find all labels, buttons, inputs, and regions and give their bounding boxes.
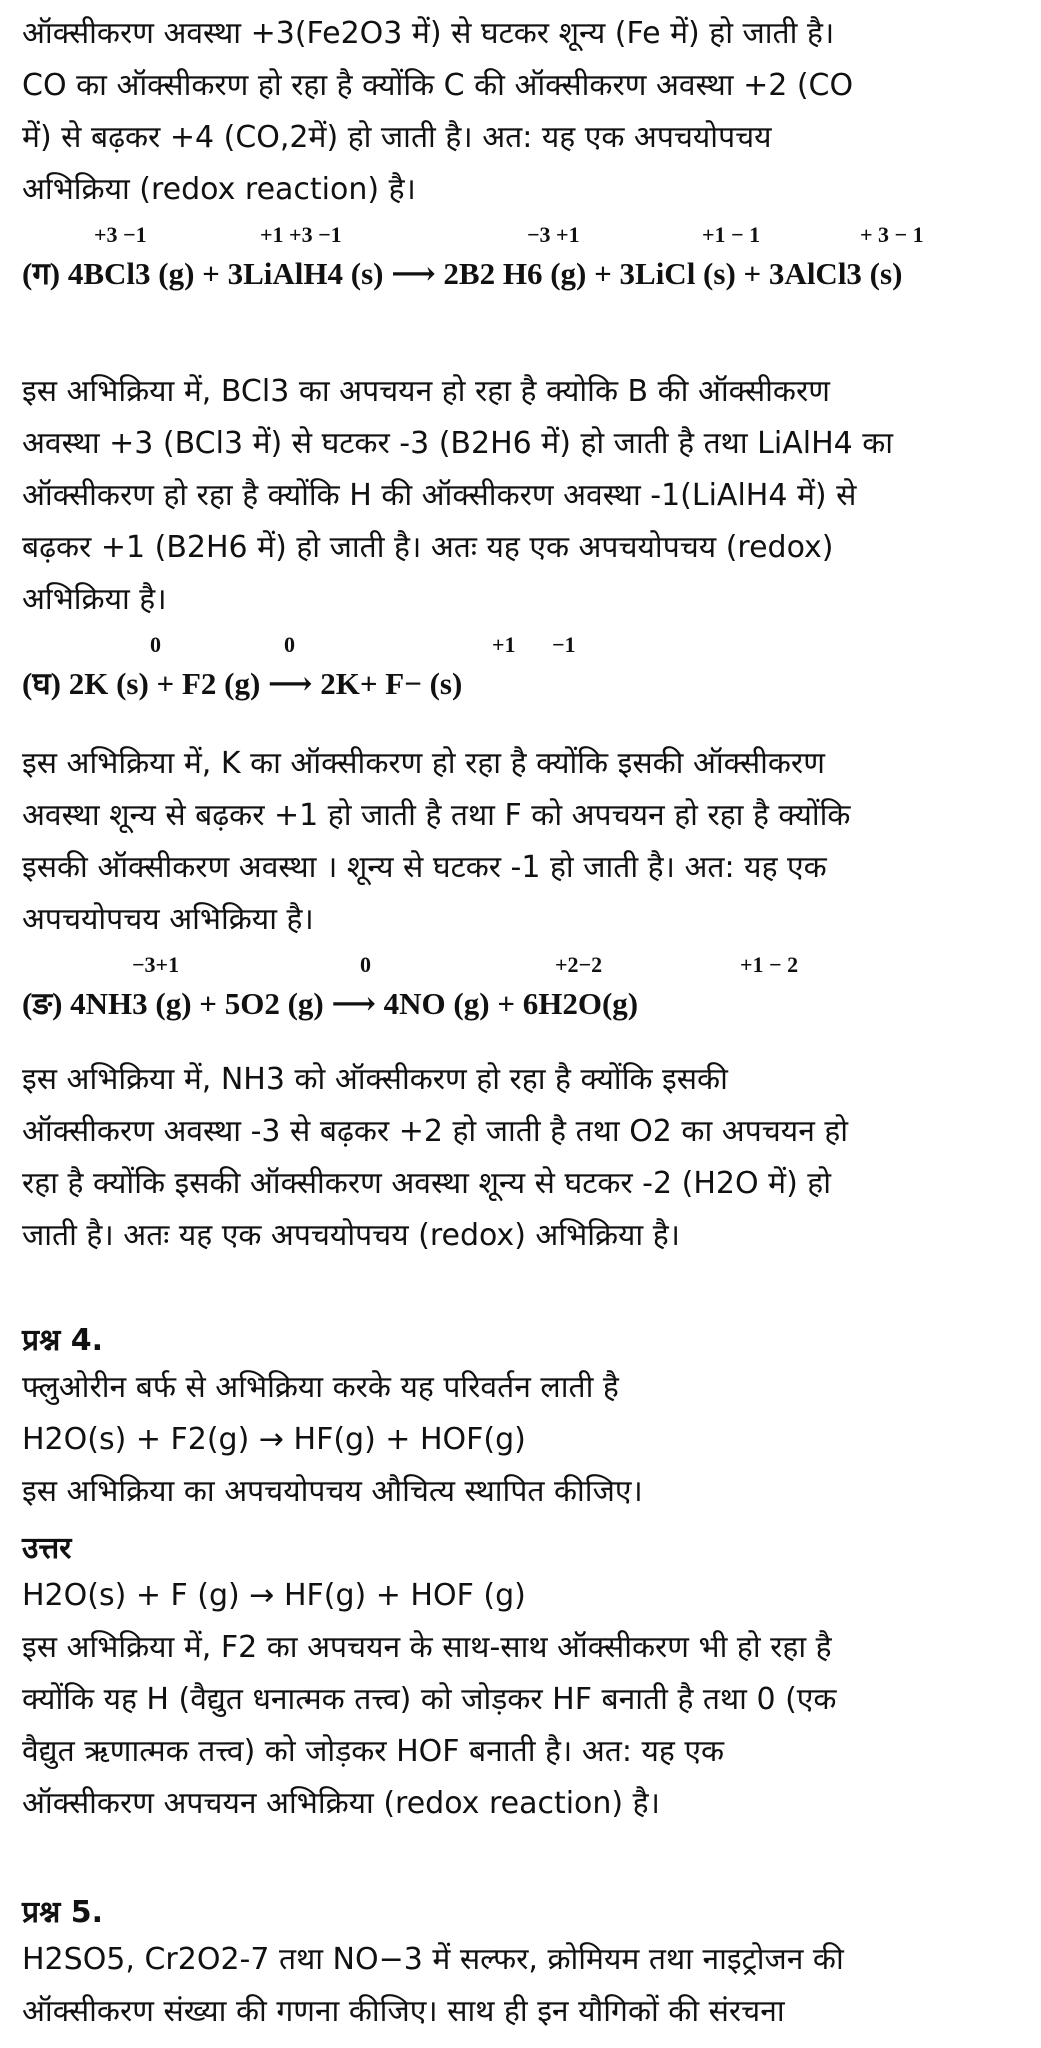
answer-heading: उत्तर — [22, 1531, 72, 1566]
equation-text: 4NH3 (g) + 5O2 (g) ⟶ 4NO (g) + 6H2O(g) — [70, 986, 639, 1021]
text-line: इस अभिक्रिया का अपचयोपचय औचित्य स्थापित कीजिए। — [22, 1474, 643, 1509]
text-line: अवस्था +3 (BCl3 में) से घटकर -3 (B2H6 में) हो जाती है तथा LiAlH4 का — [22, 426, 894, 461]
ox-state: 0 — [360, 952, 371, 977]
equation-ga-body — [22, 252, 1022, 294]
equation-nga — [22, 952, 1022, 1024]
paragraph-4 — [22, 1054, 1022, 1262]
text-line: क्योंकि यह H (वैद्युत धनात्मक तत्त्व) को जोड़कर HF बनाती है तथा 0 (एक — [22, 1682, 837, 1717]
equation-gha — [22, 632, 1022, 704]
reaction-arrow: ⟶ — [391, 256, 436, 291]
ox-state: +3 −1 — [94, 222, 147, 247]
text-line: बढ़कर +1 (B2H6 में) हो जाती है। अतः यह एक अपचयोपचय (redox) — [22, 530, 834, 565]
ox-state: −1 — [552, 632, 576, 657]
ox-state: +1 +3 −1 — [260, 222, 342, 247]
text-line: अपचयोपचय अभिक्रिया है। — [22, 902, 314, 937]
equation-ga — [22, 222, 1022, 294]
ox-state: −3 +1 — [527, 222, 580, 247]
paragraph-2 — [22, 366, 1022, 626]
text-line: इस अभिक्रिया में, K का ऑक्सीकरण हो रहा है क्योंकि इसकी ऑक्सीकरण — [22, 746, 825, 781]
text-line: ऑक्सीकरण संख्या की गणना कीजिए। साथ ही इन यौगिकों की संरचना — [22, 1994, 785, 2029]
ox-state: + 3 − 1 — [860, 222, 924, 247]
equation-gha-body — [22, 662, 1022, 704]
text-line: अवस्था शून्य से बढ़कर +1 हो जाती है तथा F को अपचयन हो रहा है क्योंकि — [22, 798, 851, 833]
text-line: H2O(s) + F2(g) → HF(g) + HOF(g) — [22, 1422, 526, 1457]
ox-state: +1 − 2 — [740, 952, 799, 977]
ox-state: +1 − 1 — [702, 222, 761, 247]
text-line: फ्लुओरीन बर्फ से अभिक्रिया करके यह परिवर्तन लाती है — [22, 1370, 619, 1405]
equation-nga-body — [22, 982, 1022, 1024]
text-line: जाती है। अतः यह एक अपचयोपचय (redox) अभिक्रिया है। — [22, 1218, 681, 1253]
text-line: ऑक्सीकरण हो रहा है क्योंकि H की ऑक्सीकरण अवस्था -1(LiAlH4 में) से — [22, 478, 857, 513]
ox-state: −3+1 — [132, 952, 180, 977]
ox-state: +2−2 — [555, 952, 603, 977]
question-5-heading: प्रश्न 5. — [22, 1895, 103, 1930]
equation-label: (ग) — [22, 256, 61, 291]
text-line: इस अभिक्रिया में, BCl3 का अपचयन हो रहा है क्योकि B की ऑक्सीकरण — [22, 374, 830, 409]
equation-rhs: 2B2 H6 (g) + 3LiCl (s) + 3AlCl3 (s) — [443, 256, 903, 291]
text-line: ऑक्सीकरण अवस्था -3 से बढ़कर +2 हो जाती है तथा O2 का अपचयन हो — [22, 1114, 849, 1149]
text-line: H2O(s) + F (g) → HF(g) + HOF (g) — [22, 1578, 526, 1613]
equation-label: (ङ) — [22, 986, 63, 1021]
paragraph-3 — [22, 738, 1022, 946]
question-4-text — [22, 1362, 1022, 1518]
ox-state: +1 — [492, 632, 516, 657]
text-line: H2SO5, Cr2O2-7 तथा NO−3 में सल्फर, क्रोमियम तथा नाइट्रोजन की — [22, 1942, 844, 1977]
text-line: रहा है क्योंकि इसकी ऑक्सीकरण अवस्था शून्य से घटकर -2 (H2O में) हो — [22, 1166, 832, 1201]
paragraph-1 — [22, 8, 1022, 216]
equation-text: 2K (s) + F2 (g) ⟶ 2K+ F− (s) — [68, 666, 463, 701]
text-line: इस अभिक्रिया में, NH3 को ऑक्सीकरण हो रहा है क्योंकि इसकी — [22, 1062, 728, 1097]
text-line: अभिक्रिया है। — [22, 582, 167, 617]
text-line: वैद्युत ऋणात्मक तत्त्व) को जोड़कर HOF बनाती है। अत: यह एक — [22, 1734, 725, 1769]
question-5-text — [22, 1934, 1022, 2038]
text-line: इसकी ऑक्सीकरण अवस्था । शून्य से घटकर -1 हो जाती है। अत: यह एक — [22, 850, 827, 885]
equation-lhs: 4BCl3 (g) + 3LiAlH4 (s) — [67, 256, 384, 291]
text-line: ऑक्सीकरण अपचयन अभिक्रिया (redox reaction) है। — [22, 1786, 660, 1821]
ox-state: 0 — [150, 632, 161, 657]
ox-state: 0 — [284, 632, 295, 657]
answer-4-text — [22, 1570, 1022, 1830]
text-line: इस अभिक्रिया में, F2 का अपचयन के साथ-साथ ऑक्सीकरण भी हो रहा है — [22, 1630, 832, 1665]
text-line: में) से बढ़कर +4 (CO,2में) हो जाती है। अत: यह एक अपचयोपचय — [22, 120, 772, 155]
equation-label: (घ) — [22, 666, 61, 701]
text-line: CO का ऑक्सीकरण हो रहा है क्योंकि C की ऑक्सीकरण अवस्था +2 (CO — [22, 68, 854, 103]
text-line: ऑक्सीकरण अवस्था +3(Fe2O3 में) से घटकर शून्य (Fe में) हो जाती है। — [22, 16, 835, 51]
text-line: अभिक्रिया (redox reaction) है। — [22, 172, 416, 207]
question-4-heading: प्रश्न 4. — [22, 1323, 103, 1358]
